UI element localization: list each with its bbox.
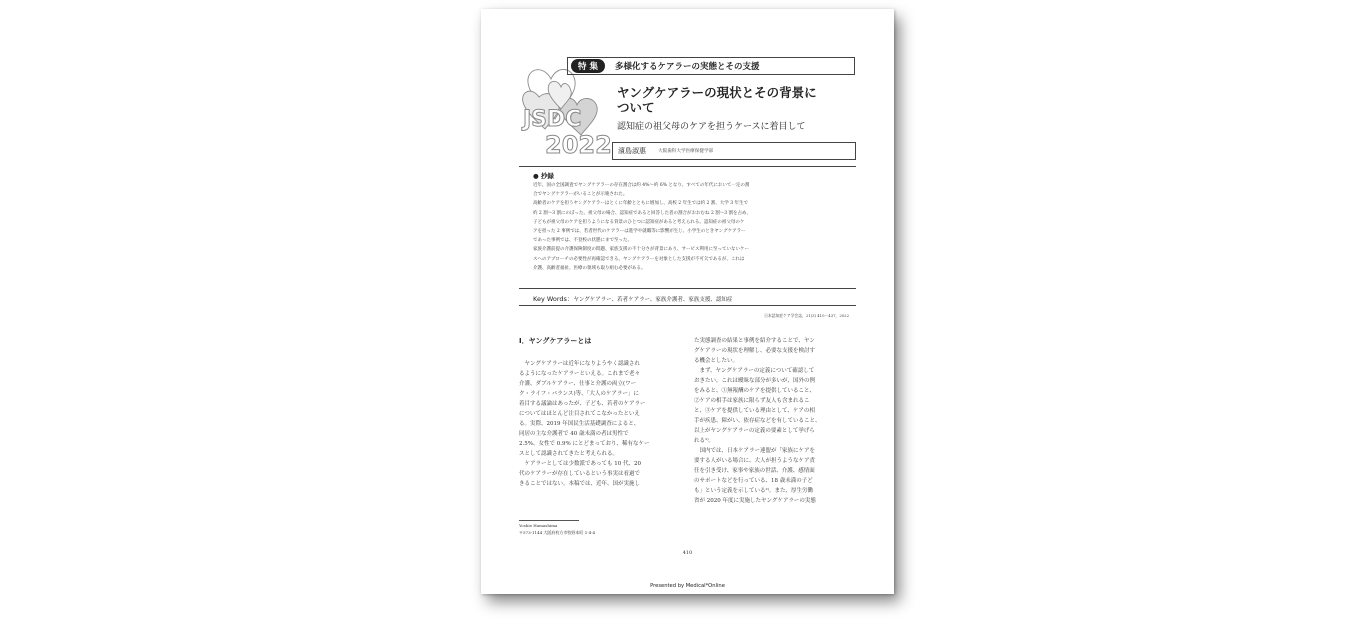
body-line: 省が 2020 年度に実施したヤングケアラーの実態 bbox=[694, 498, 816, 504]
author-footnote bbox=[519, 522, 595, 536]
body-line: と、③ケアを提供している理由として、ケアの相 bbox=[694, 408, 815, 414]
article-title bbox=[617, 85, 847, 115]
abstract-top-rule bbox=[519, 166, 856, 167]
abstract-line: 家族介護前提の介護保険制度の問題、家族支援の不十分さが背景にあり、サービス利用に至っていないケー bbox=[533, 247, 749, 253]
page-number: 410 bbox=[682, 550, 693, 556]
journal-page bbox=[481, 9, 894, 594]
article-subtitle: 認知症の祖父母のケアを担うケースに着目して bbox=[617, 122, 806, 132]
abstract-heading: ● 抄録 bbox=[533, 172, 554, 180]
body-line: ケアラーとしては少数派であっても 10 代、20 bbox=[524, 461, 641, 467]
author-box bbox=[612, 142, 856, 160]
footnote-rule bbox=[519, 520, 579, 521]
title-line-2: ついて bbox=[617, 100, 655, 115]
abstract-line: であった事例では、不登校の状態にまで至った。 bbox=[533, 238, 632, 244]
author-affiliation: 大阪歯科大学医療保健学部 bbox=[658, 149, 714, 154]
body-line: 手が疾患、障がい、依存症などを有していること、 bbox=[694, 418, 821, 424]
logo-text-jsdc: JSDC bbox=[523, 107, 582, 132]
body-line: のサポートなどを行っている、18 歳未満の子ど bbox=[694, 478, 813, 484]
body-column-left bbox=[519, 359, 679, 489]
body-line: 国内では、日本ケアラー連盟が「家族にケアを bbox=[699, 448, 816, 454]
body-line: おきたい。これは曖昧な部分が多いが、国外の例 bbox=[694, 378, 816, 384]
section-heading: Ⅰ．ヤングケアラーとは bbox=[519, 337, 592, 345]
body-line: 代のケアラーが存在しているという事実は看過で bbox=[519, 471, 641, 477]
body-line: も」という定義を示している²⁾。また、厚生労働 bbox=[694, 488, 814, 494]
body-line: をみると、①無報酬のケアを提供していること、 bbox=[694, 388, 816, 394]
footnote-address: 〒573-1144 大阪府枚方市牧野本町 1-4-4 bbox=[519, 530, 596, 535]
footnote-name: Yoshie Hamashima bbox=[519, 523, 558, 528]
body-line: についてはほとんど注目されてこなかったといえ bbox=[519, 411, 640, 417]
body-line: ヤングケアラーは近年になりようやく認識され bbox=[524, 361, 640, 367]
abstract-body bbox=[533, 181, 843, 273]
special-feature-banner bbox=[567, 57, 855, 75]
author-name: 濱島淑惠 bbox=[618, 147, 646, 155]
body-line: る機会としたい。 bbox=[694, 358, 739, 364]
body-line: 同居の主な介護者で 40 歳未満の者は男性で bbox=[519, 431, 629, 437]
logo-text-year: 2022 bbox=[545, 131, 612, 159]
body-line: 2.5%、女性で 0.9% にとどまっており、稀有なケー bbox=[519, 441, 650, 447]
body-line: た実態調査の結果と事例を紹介することで、ヤン bbox=[694, 338, 815, 344]
body-line: グケアラーの現状を理解し、必要な支援を検討す bbox=[694, 348, 816, 354]
special-feature-tag: 特 集 bbox=[571, 59, 605, 73]
body-line: まず、ヤングケアラーの定義について確認して bbox=[699, 368, 815, 374]
keywords-rule bbox=[519, 305, 856, 306]
abstract-line: スへのアプローチの必要性が再確認できる。ヤングケアラーを対象とした支援が不可欠であるが、これは bbox=[533, 256, 745, 262]
body-line: 以上がヤングケアラーの定義の要素として挙げら bbox=[694, 428, 815, 434]
body-line: るようになったケアラーといえる。これまで老々 bbox=[519, 371, 641, 377]
body-line: 介護、ダブルケアラー、仕事と介護の両立(ワー bbox=[519, 381, 637, 387]
body-line: る。実際、2019 年国民生活基礎調査によると、 bbox=[519, 421, 640, 427]
body-line: スとして認識されてきたと考えられる。 bbox=[519, 451, 619, 457]
body-line: れる¹⁾。 bbox=[694, 438, 715, 444]
abstract-line: 約 2 割～3 割にのぼった。祖父母の場合、認知症であると回答した者の割合がおおむね 2 割～3 割を占め、 bbox=[533, 210, 751, 216]
body-column-right bbox=[694, 336, 856, 506]
body-line: 要する人がいる場合に、大人が担うようなケア責 bbox=[694, 458, 816, 464]
body-line: きることではない。本稿では、近年、国が実施し bbox=[519, 481, 641, 487]
abstract-line: 介護、高齢者福祉、医療の領域も取り組む必要がある。 bbox=[533, 265, 646, 271]
journal-reference: 日本認知症ケア学会誌，21(3) 410－437，2022 bbox=[764, 313, 849, 318]
body-line: ク・ライフ・バランス)等、「大人のケアラー」に bbox=[519, 391, 639, 397]
keywords bbox=[533, 294, 732, 303]
abstract-line: 合でヤングケアラーがいることが示唆された。 bbox=[533, 192, 628, 198]
body-line: 着目する議論はあったが、子ども、若者のケアラー bbox=[519, 401, 646, 407]
body-line: ②ケアの相手は家族に限らず友人も含まれるこ bbox=[694, 398, 810, 404]
special-feature-theme: 多様化するケアラーの実態とその支援 bbox=[614, 62, 760, 72]
abstract-line: アを担った 2 事例では、若者世代のケアラーは進学や就職等に影響が生じ、小学生のときヤングケアラー bbox=[533, 229, 746, 235]
keywords-text: ヤングケアラー、若者ケアラー、家族介護者、家族支援、認知症 bbox=[573, 297, 733, 303]
abstract-line: 高齢者のケアを担うヤングケアラーはとくに年齢とともに増加し、高校 2 年生では約 2 割、大学 3 年生で bbox=[533, 201, 749, 207]
abstract-line: 近年、国の全国調査でヤングケアラーの存在割合は約 4%～約 6% となり、すべての年代において一定の割 bbox=[533, 183, 750, 188]
presented-by: Presented by Medical*Online bbox=[650, 583, 725, 589]
body-line: 任を引き受け、家事や家族の世話、介護、感情面 bbox=[694, 468, 815, 474]
abstract-line: 子どもが祖父母のケアを担うようになる背景のひとつに認知症があると考えられる。認知症の祖父母のケ bbox=[533, 219, 745, 225]
title-line-1: ヤングケアラーの現状とその背景に bbox=[617, 85, 817, 100]
keywords-label: Key Words： bbox=[533, 295, 574, 303]
abstract-bottom-rule bbox=[519, 288, 856, 289]
